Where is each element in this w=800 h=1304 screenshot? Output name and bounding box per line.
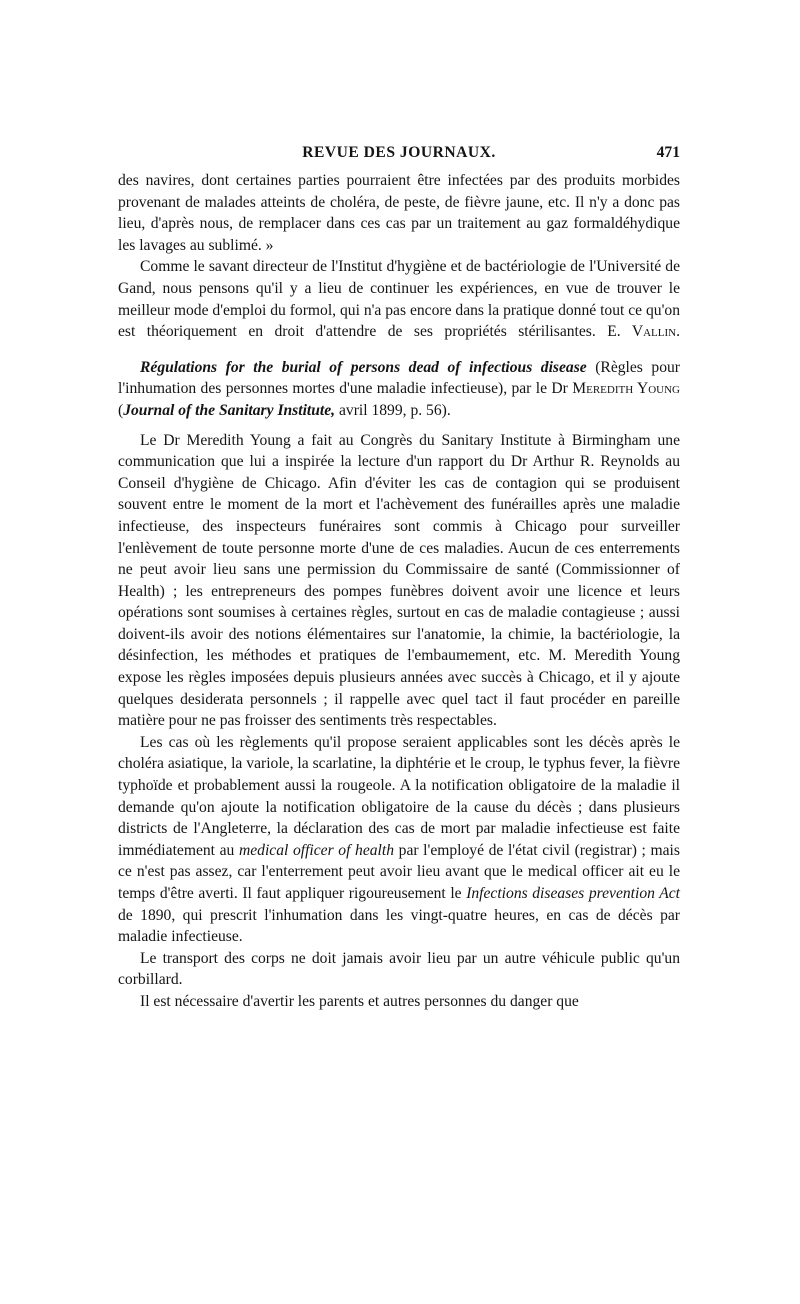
article2-doctor-prefix: Dr	[551, 380, 568, 398]
article2-paragraph-2	[118, 732, 680, 948]
article2-paragraph-3: Le transport des corps ne doit jamais avoir lieu par un autre véhicule public qu'un corbillard.	[118, 949, 680, 989]
article2-title-fr: (Règles pour l'inhumation des personnes mortes d'une maladie infectieuse), par le	[118, 358, 680, 398]
article2-paragraph-2b: par l'employé de l'état civil (registrar) ; mais ce n'est pas assez, car l'enterrement peut avoir lieu avant que le medical officer ait eu le temps d'être averti. Il faut appliquer rigoureusement le	[118, 841, 680, 902]
article2-journal-open: (	[118, 401, 124, 419]
article1-signature: E. Vallin.	[607, 323, 680, 341]
article2-title-en: Régulations for the burial of persons dead of infectious disease	[140, 358, 587, 376]
article2-paragraph-2a: Les cas où les règlements qu'il propose seraient applicables sont les décès après le choléra asiatique, la variole, la scarlatine, la diphtérie et le croup, le typhus fever, la fièvre typhoïde et probablement aussi la rougeole. A la notification obligatoire de la maladie il demande qu'on ajoute la notification obligatoire de la cause du décès ; dans plusieurs districts de l'Angleterre, la déclaration des cas de mort par maladie infectieuse est faite immédiatement au	[118, 733, 680, 859]
article2-italic-medical-officer: medical officer of health	[238, 841, 395, 859]
article2-author: Meredith Young	[572, 380, 680, 398]
document-page	[118, 142, 680, 1013]
article1-paragraph-2	[118, 256, 680, 342]
article2-paragraph-1: Le Dr Meredith Young a fait au Congrès du Sanitary Institute à Birmingham une communication que lui a inspirée la lecture d'un rapport du Dr Arthur R. Reynolds au Conseil d'hygiène de Chicago. Afin d'éviter les cas de contagion qui se produisent souvent entre le moment de la mort et l'achèvement des funérailles après une maladie infectieuse, des inspecteurs funéraires sont commis à Chicago pour surveiller l'enlèvement de toute personne morte d'une de ces maladies. Aucun de ces enterrements ne peut avoir lieu sans une permission du Commissaire de santé (Commissionner of Health) ; les entrepreneurs des pompes funèbres doivent avoir une licence et leurs opérations sont soumises à certaines règles, surtout en cas de maladie contagieuse ; aussi doivent-ils avoir des notions élémentaires sur l'anatomie, la chimie, la bactériologie, la désinfection, les méthodes et pratiques de l'embaumement, etc. M. Meredith Young expose les règles imposées depuis plusieurs années avec succès à Chicago, et il y ajoute quelques desiderata personnels ; il rappelle avec quel tact il faut procéder en pareille matière pour ne pas froisser des sentiments très respectables.	[118, 431, 680, 730]
article2-citation	[118, 357, 680, 422]
article2-italic-act: Infections diseases prevention Act	[466, 885, 680, 902]
article1-paragraph-1: des navires, dont certaines parties pourraient être infectées par des produits morbides provenant de malades atteints de choléra, de peste, de fièvre jaune, etc. Il n'y a donc pas lieu, d'après nous, de remplacer dans ces cas par un traitement au gaz formaldéhydique les lavages au sublimé. »	[118, 172, 680, 254]
article2-paragraph-2c: de 1890, qui prescrit l'inhumation dans les vingt-quatre heures, en cas de décès par maladie infectieuse.	[118, 906, 680, 946]
page-number: 471	[656, 144, 680, 161]
running-title: REVUE DES JOURNAUX.	[302, 144, 496, 161]
article2-paragraph-4: Il est nécessaire d'avertir les parents et autres personnes du danger que	[140, 992, 579, 1010]
citation-gap	[118, 422, 680, 430]
article1-paragraph-2-text: Comme le savant directeur de l'Institut d'hygiène et de bactériologie de l'Université de Gand, nous pensons qu'il y a lieu de continuer les expériences, en vue de trouver le meilleur mode d'emploi du formol, qui n'a pas encore dans la pratique donné tout ce qu'on est théoriquement en droit d'attendre de ses propriétés stérilisantes.	[118, 258, 680, 341]
article2-journal: Journal of the Sanitary Institute,	[123, 401, 336, 419]
running-header	[118, 142, 680, 170]
article2-date: avril 1899, p. 56).	[338, 401, 451, 419]
section-gap	[118, 343, 680, 357]
